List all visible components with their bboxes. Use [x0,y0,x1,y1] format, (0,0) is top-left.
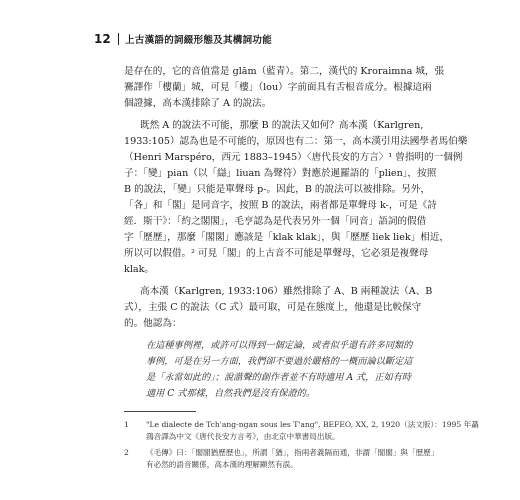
block-quote-line: 在這種事例裡，或許可以得到一個定論，或者似乎還有許多同類的 [146,340,413,351]
footnote-line: "Le dialecte de Tch'ang-ngan sous les T'ang", BEFEO, XX, 2, 1920（法文版）：1995 年聶 [146,420,479,429]
footnote-line: 有必然的語音關係，高本漢的理解顯然有誤。 [146,460,298,469]
block-quote-line: 是「永當如此的」；說諧聲的創作者並不有時適用 A 式，正如有時 [146,372,412,383]
paragraph-2-line: 所以可以假借。² 可見「閣」的上古音不可能是單聲母，它必須是複聲母 [124,248,429,259]
footnote-line: 鴻音譯為中文《唐代長安方言考》，由北京中華書局出版。 [146,432,340,441]
paragraph-3-line: 的。他認為： [124,318,182,329]
page-header [94,32,272,46]
block-quote-line: 適用 C 式那樣，自然我們是沒有保證的。 [146,388,316,399]
paragraph-2-line: 「各」和「閣」是同音字，按照 B 的說法，兩者都是單聲母 k-，可是《詩 [124,200,437,211]
running-title: 上古漢語的詞綴形態及其構詞功能 [125,35,273,46]
paragraph-2-line: 既然 A 的說法不可能，那麼 B 的說法又如何？高本漢（Karlgren, [140,120,424,131]
paragraph-1-line: 騫譯作「樓蘭」城，可見「樓」（lou）字前面具有舌根音成分。根據這兩 [124,82,432,93]
paragraph-2-line: 經．斯干》：「約之閣閣」，毛亨認為是代表另外一個「同音」語詞的假借 [124,216,427,227]
footnote-number: 1 [124,420,129,429]
footnote-number: 2 [124,448,129,457]
paragraph-2-line: （Henri Marspéro，西元 1883–1945）〈唐代長安的方言〉¹ 曾指明的一個例 [124,152,463,163]
paragraph-2-line: 1933:105）認為也是不可能的，原因也有二：第一，高本漢引用法國學者馬伯樂 [124,136,468,147]
paragraph-2-line: B 的說法，「變」只能是單聲母 p-。因此，B 的說法可以被排除。另外， [124,184,431,195]
header-divider [118,33,119,45]
paragraph-3-line: 式），主張 C 的說法（C 式）最可取，可是在態度上，他還是比較保守 [124,302,422,313]
page-number: 12 [94,32,111,46]
paragraph-2-line: klak。 [124,264,155,275]
paragraph-1-line: 是存在的，它的音值當是 glām（藍青）。第二，漢代的 Kroraimna 城，張 [124,66,445,77]
paragraph-2-line: 字「歷歷」，那麼「閣閣」應該是「klak klak」，與「歷歷 liek liek」相近， [124,232,450,243]
paragraph-2-line: 子：「變」pian（以「䜌」liuan 為聲符）對應於暹羅語的「plien」，按照 [124,168,437,179]
block-quote-line: 事例，可是在另一方面，我們卻不要過於嚴格的一概而論以斷定這 [146,356,413,367]
paragraph-3-line: 高本漢（Karlgren, 1933:106）雖然排除了 A、B 兩種說法（A、B [140,286,433,297]
footnote-line: 《毛傳》曰：「閣閣猶歷歷也」，所謂「猶」，指兩者義隔而通，非謂「閣閣」與「歷歷」 [146,448,439,457]
footnote-rule [124,411,196,412]
paragraph-1-line: 個證據，高本漢排除了 A 的說法。 [124,98,272,109]
